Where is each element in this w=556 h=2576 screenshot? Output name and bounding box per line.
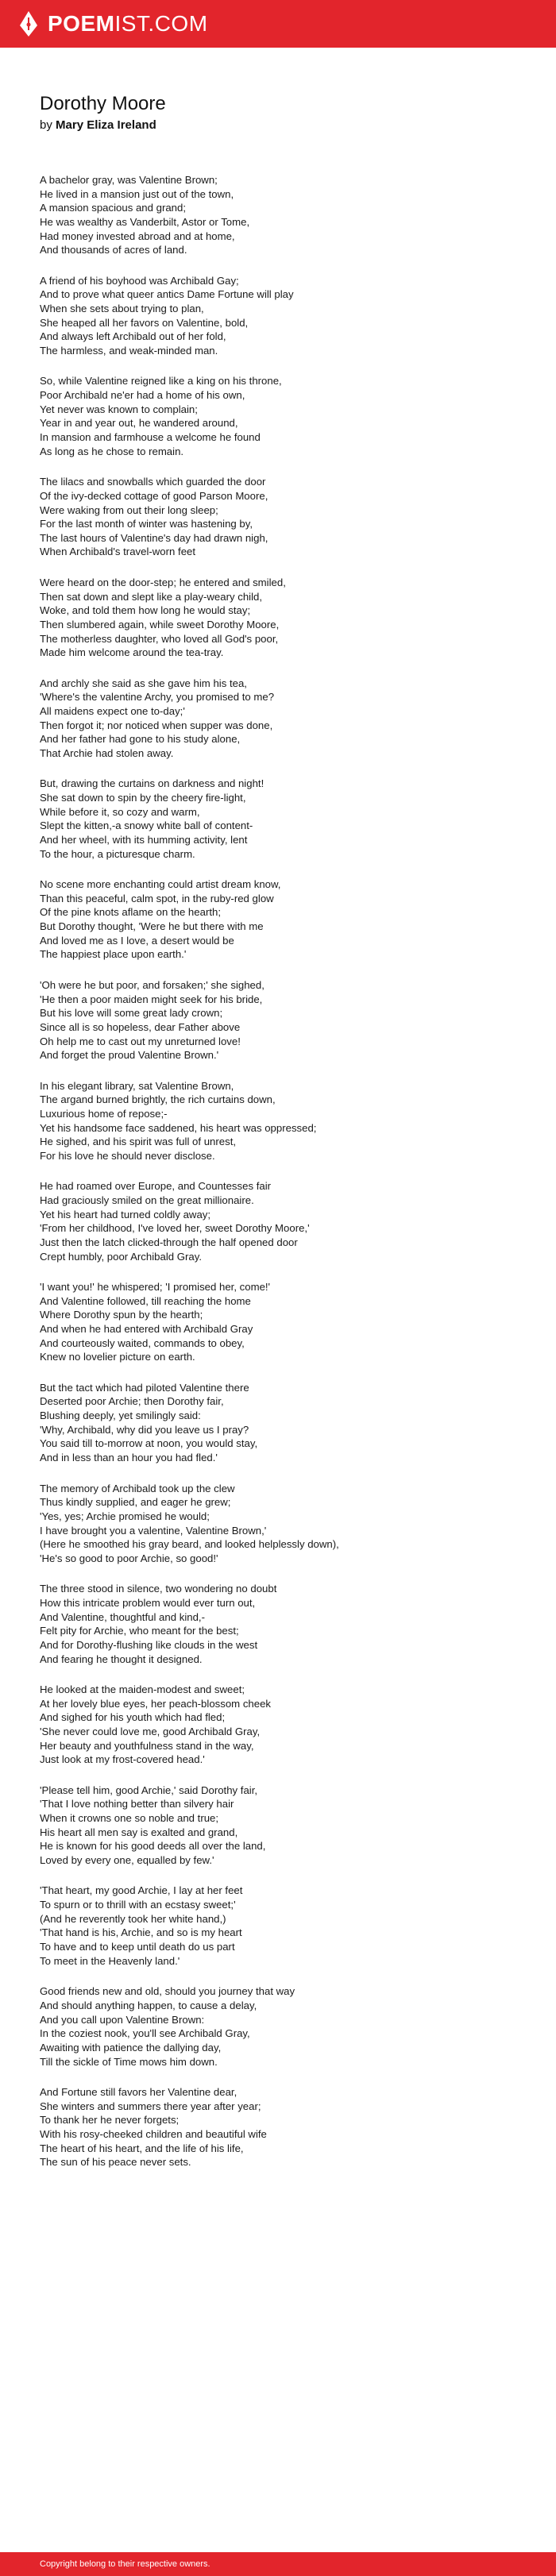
poem-line: A friend of his boyhood was Archibald Gay; [40, 274, 239, 287]
poem-line: When she sets about trying to plan, [40, 303, 204, 315]
poem-line: The harmless, and weak-minded man. [40, 345, 218, 357]
poem-line: In his elegant library, sat Valentine Brown, [40, 1079, 234, 1092]
poem-line: But Dorothy thought, 'Were he but there with me [40, 920, 264, 933]
poem-line: Crept humbly, poor Archibald Gray. [40, 1250, 203, 1263]
poem-line: Thus kindly supplied, and eager he grew; [40, 1496, 231, 1509]
poem-line: 'That heart, my good Archie, I lay at her feet [40, 1884, 243, 1897]
poem-line: 'That hand is his, Archie, and so is my heart [40, 1926, 242, 1939]
poem-line: Yet his heart had turned coldly away; [40, 1208, 211, 1221]
poem-stanza [40, 1884, 532, 1968]
poem-line: Loved by every one, equalled by few.' [40, 1854, 214, 1867]
poem-stanza [40, 1784, 532, 1868]
poem-line: Deserted poor Archie; then Dorothy fair, [40, 1395, 224, 1408]
poem-line: And archly she said as she gave him his tea, [40, 677, 247, 689]
poem-line: The lilacs and snowballs which guarded the door [40, 476, 266, 488]
poem-line: For the last month of winter was hastening by, [40, 518, 253, 530]
logo-brand-bold: POEM [48, 11, 115, 36]
poem-line: (Here he smoothed his gray beard, and looked helplessly down), [40, 1538, 339, 1551]
poem-line: In mansion and farmhouse a welcome he found [40, 431, 261, 444]
poem-line: Then slumbered again, while sweet Dorothy Moore, [40, 618, 280, 631]
poem-line: Since all is so hopeless, dear Father above [40, 1020, 241, 1033]
poem-line: He is known for his good deeds all over the land, [40, 1840, 266, 1853]
poem-line: And loved me as I love, a desert would be [40, 934, 234, 947]
poem-line: As long as he chose to remain. [40, 445, 184, 457]
poem-line: Yet his handsome face saddened, his heart was oppressed; [40, 1121, 317, 1134]
poem-line: But, drawing the curtains on darkness and night! [40, 777, 264, 790]
poem-line: When it crowns one so noble and true; [40, 1812, 219, 1825]
poem-stanza [40, 1482, 532, 1566]
poem-line: 'That I love nothing better than silvery hair [40, 1798, 234, 1811]
poem-line: Felt pity for Archie, who meant for the best; [40, 1625, 239, 1637]
poem-line: All maidens expect one to-day;' [40, 704, 185, 717]
poem-line: No scene more enchanting could artist dream know, [40, 878, 281, 891]
poem-stanza [40, 2085, 532, 2169]
poem-line: While before it, so cozy and warm, [40, 805, 200, 818]
poem-line: Knew no lovelier picture on earth. [40, 1351, 195, 1363]
poem-line: And when he had entered with Archibald Gray [40, 1323, 253, 1336]
poem-line: The last hours of Valentine's day had drawn nigh, [40, 531, 268, 544]
poem-stanza [40, 1683, 532, 1767]
poem-line: Woke, and told them how long he would stay; [40, 604, 251, 617]
poem-line: Where Dorothy spun by the hearth; [40, 1309, 203, 1321]
poem-line: But the tact which had piloted Valentine there [40, 1381, 249, 1394]
poem-line: The heart of his heart, and the life of his life, [40, 2142, 244, 2154]
poem-stanza [40, 978, 532, 1062]
poem-line: The happiest place upon earth.' [40, 948, 187, 961]
poem-line: Had money invested abroad and at home, [40, 229, 235, 242]
poem-stanza [40, 1984, 532, 2069]
poem-line: He was wealthy as Vanderbilt, Astor or Tome, [40, 215, 250, 228]
poem-title: Dorothy Moore [40, 93, 166, 114]
footer-copyright: Copyright belong to their respective owners. [40, 2559, 210, 2569]
poem-line: Till the sickle of Time mows him down. [40, 2055, 218, 2068]
poem-line: 'Please tell him, good Archie,' said Dorothy fair, [40, 1784, 258, 1796]
poem-line: Yet never was known to complain; [40, 403, 198, 415]
poem-line: And in less than an hour you had fled.' [40, 1452, 218, 1464]
poem-line: The motherless daughter, who loved all God's poor, [40, 632, 279, 645]
poem-line: And Valentine, thoughtful and kind,- [40, 1610, 205, 1623]
poem-line: Of the pine knots aflame on the hearth; [40, 906, 221, 919]
poem-stanza [40, 576, 532, 660]
poem-line: When Archibald's travel-worn feet [40, 546, 196, 558]
poem-line: Made him welcome around the tea-tray. [40, 646, 224, 659]
poem-line: And Valentine followed, till reaching the home [40, 1294, 251, 1307]
poem-line: She sat down to spin by the cheery fire-light, [40, 792, 246, 804]
poem-stanza [40, 1280, 532, 1364]
poem-line: And to prove what queer antics Dame Fortune will play [40, 288, 294, 301]
poem-line: So, while Valentine reigned like a king on his throne, [40, 375, 282, 388]
poem-line: Had graciously smiled on the great millionaire. [40, 1194, 254, 1206]
poem-line: He looked at the maiden-modest and sweet; [40, 1683, 245, 1696]
poem-line: Her beauty and youthfulness stand in the way, [40, 1739, 254, 1752]
poem-line: He had roamed over Europe, and Countesses fair [40, 1180, 272, 1193]
poem-line: To meet in the Heavenly land.' [40, 1954, 180, 1967]
poem-line: Were heard on the door-step; he entered and smiled, [40, 576, 286, 588]
poem-line: Then forgot it; nor noticed when supper was done, [40, 719, 273, 731]
poem-line: 'From her childhood, I've loved her, sweet Dorothy Moore,' [40, 1222, 310, 1235]
poem-stanza [40, 374, 532, 458]
poem-line: And courteously waited, commands to obey, [40, 1336, 245, 1349]
poem-line: But his love will some great lady crown; [40, 1007, 223, 1020]
poem-line: A bachelor gray, was Valentine Brown; [40, 174, 218, 186]
poem-line: He lived in a mansion just out of the town, [40, 187, 234, 200]
poem-line: For his love he should never disclose. [40, 1149, 215, 1162]
poem-line: I have brought you a valentine, Valentine Brown,' [40, 1524, 267, 1537]
poem-line: And her father had gone to his study alone, [40, 733, 241, 746]
poem-line: 'Why, Archibald, why did you leave us I pray? [40, 1423, 249, 1436]
poem-line: The three stood in silence, two wondering no doubt [40, 1583, 277, 1595]
poem-line: Just look at my frost-covered head.' [40, 1753, 205, 1766]
site-header [0, 0, 556, 48]
poem-line: Poor Archibald ne'er had a home of his own, [40, 389, 245, 402]
poem-stanza [40, 475, 532, 559]
poem-line: To thank her he never forgets; [40, 2114, 180, 2127]
poem-stanza [40, 1582, 532, 1666]
poem-line: And you call upon Valentine Brown: [40, 2013, 205, 2026]
poem-line: She heaped all her favors on Valentine, bold, [40, 316, 249, 329]
poem-line: Luxurious home of repose;- [40, 1107, 168, 1120]
poem-line: His heart all men say is exalted and grand, [40, 1826, 238, 1838]
poem-stanza [40, 1079, 532, 1163]
poem-line: She winters and summers there year after year; [40, 2100, 261, 2112]
author-link[interactable]: Mary Eliza Ireland [56, 118, 156, 132]
poem-line: And fearing he thought it designed. [40, 1652, 203, 1665]
poem-stanza [40, 1179, 532, 1263]
poem-line: And for Dorothy-flushing like clouds in the west [40, 1638, 258, 1651]
poem-line: Then sat down and slept like a play-weary child, [40, 590, 263, 603]
poem-line: The sun of his peace never sets. [40, 2156, 191, 2169]
poem-line: And sighed for his youth which had fled; [40, 1711, 226, 1724]
poem-stanza [40, 677, 532, 761]
poem-line: 'I want you!' he whispered; 'I promised her, come!' [40, 1281, 271, 1294]
poem-line: And her wheel, with its humming activity, lent [40, 834, 248, 846]
poem-stanza [40, 877, 532, 962]
poem-line: 'He's so good to poor Archie, so good!' [40, 1552, 218, 1564]
poem-stanza [40, 1381, 532, 1465]
byline [40, 118, 532, 133]
site-footer [0, 2552, 556, 2576]
poem-line: Just then the latch clicked-through the half opened door [40, 1236, 298, 1248]
poem-stanza [40, 173, 532, 257]
poem-line: He sighed, and his spirit was full of unrest, [40, 1136, 237, 1148]
poem-line: To spurn or to thrill with an ecstasy sweet;' [40, 1899, 236, 1911]
poem-line: You said till to-morrow at noon, you would stay, [40, 1437, 258, 1450]
poem-line: In the coziest nook, you'll see Archibald Gray, [40, 2027, 250, 2040]
poem-line: Blushing deeply, yet smilingly said: [40, 1409, 201, 1422]
poem-line: 'He then a poor maiden might seek for his bride, [40, 993, 263, 1005]
poem-line: 'Yes, yes; Archie promised he would; [40, 1510, 210, 1522]
poem-line: A mansion spacious and grand; [40, 202, 187, 214]
poem-line: Slept the kitten,-a snowy white ball of content- [40, 819, 253, 832]
poem-line: (And he reverently took her white hand,) [40, 1912, 226, 1925]
byline-prefix: by [40, 118, 52, 132]
poem-line: At her lovely blue eyes, her peach-blossom cheek [40, 1697, 272, 1710]
poem-line: With his rosy-cheeked children and beautiful wife [40, 2127, 267, 2140]
poem-line: To have and to keep until death do us part [40, 1941, 235, 1953]
poem-line: Than this peaceful, calm spot, in the ruby-red glow [40, 892, 274, 904]
site-logo[interactable] [48, 0, 208, 48]
poem-line: Oh help me to cast out my unreturned love! [40, 1035, 241, 1047]
poem-content [40, 92, 532, 2186]
poem-line: And forget the proud Valentine Brown.' [40, 1049, 219, 1062]
poem-line: That Archie had stolen away. [40, 746, 174, 759]
poem-stanza [40, 274, 532, 358]
poem-line: And Fortune still favors her Valentine dear, [40, 2085, 237, 2098]
poem-line: Of the ivy-decked cottage of good Parson Moore, [40, 489, 268, 502]
poem-line: The memory of Archibald took up the clew [40, 1482, 235, 1494]
poem-line: Were waking from out their long sleep; [40, 503, 218, 516]
poem-line: Awaiting with patience the dallying day, [40, 2041, 222, 2053]
poem-stanza [40, 777, 532, 861]
poem-line: How this intricate problem would ever turn out, [40, 1596, 256, 1609]
poem-line: And thousands of acres of land. [40, 244, 187, 256]
poem-line: 'She never could love me, good Archibald Gray, [40, 1725, 261, 1737]
poem-line: To the hour, a picturesque charm. [40, 847, 195, 860]
poem-line: 'Where's the valentine Archy, you promised to me? [40, 691, 275, 704]
poem-line: And always left Archibald out of her fold, [40, 330, 226, 343]
poem-line: The argand burned brightly, the rich curtains down, [40, 1093, 276, 1106]
poem-line: Good friends new and old, should you journey that way [40, 1985, 295, 1998]
pen-nib-icon[interactable] [16, 8, 41, 40]
logo-brand-light: IST.COM [114, 11, 208, 36]
poem-line: Year in and year out, he wandered around, [40, 417, 238, 430]
poem-line: And should anything happen, to cause a delay, [40, 1999, 257, 2011]
poem-body [40, 173, 532, 2169]
poem-line: 'Oh were he but poor, and forsaken;' she sighed, [40, 978, 264, 991]
